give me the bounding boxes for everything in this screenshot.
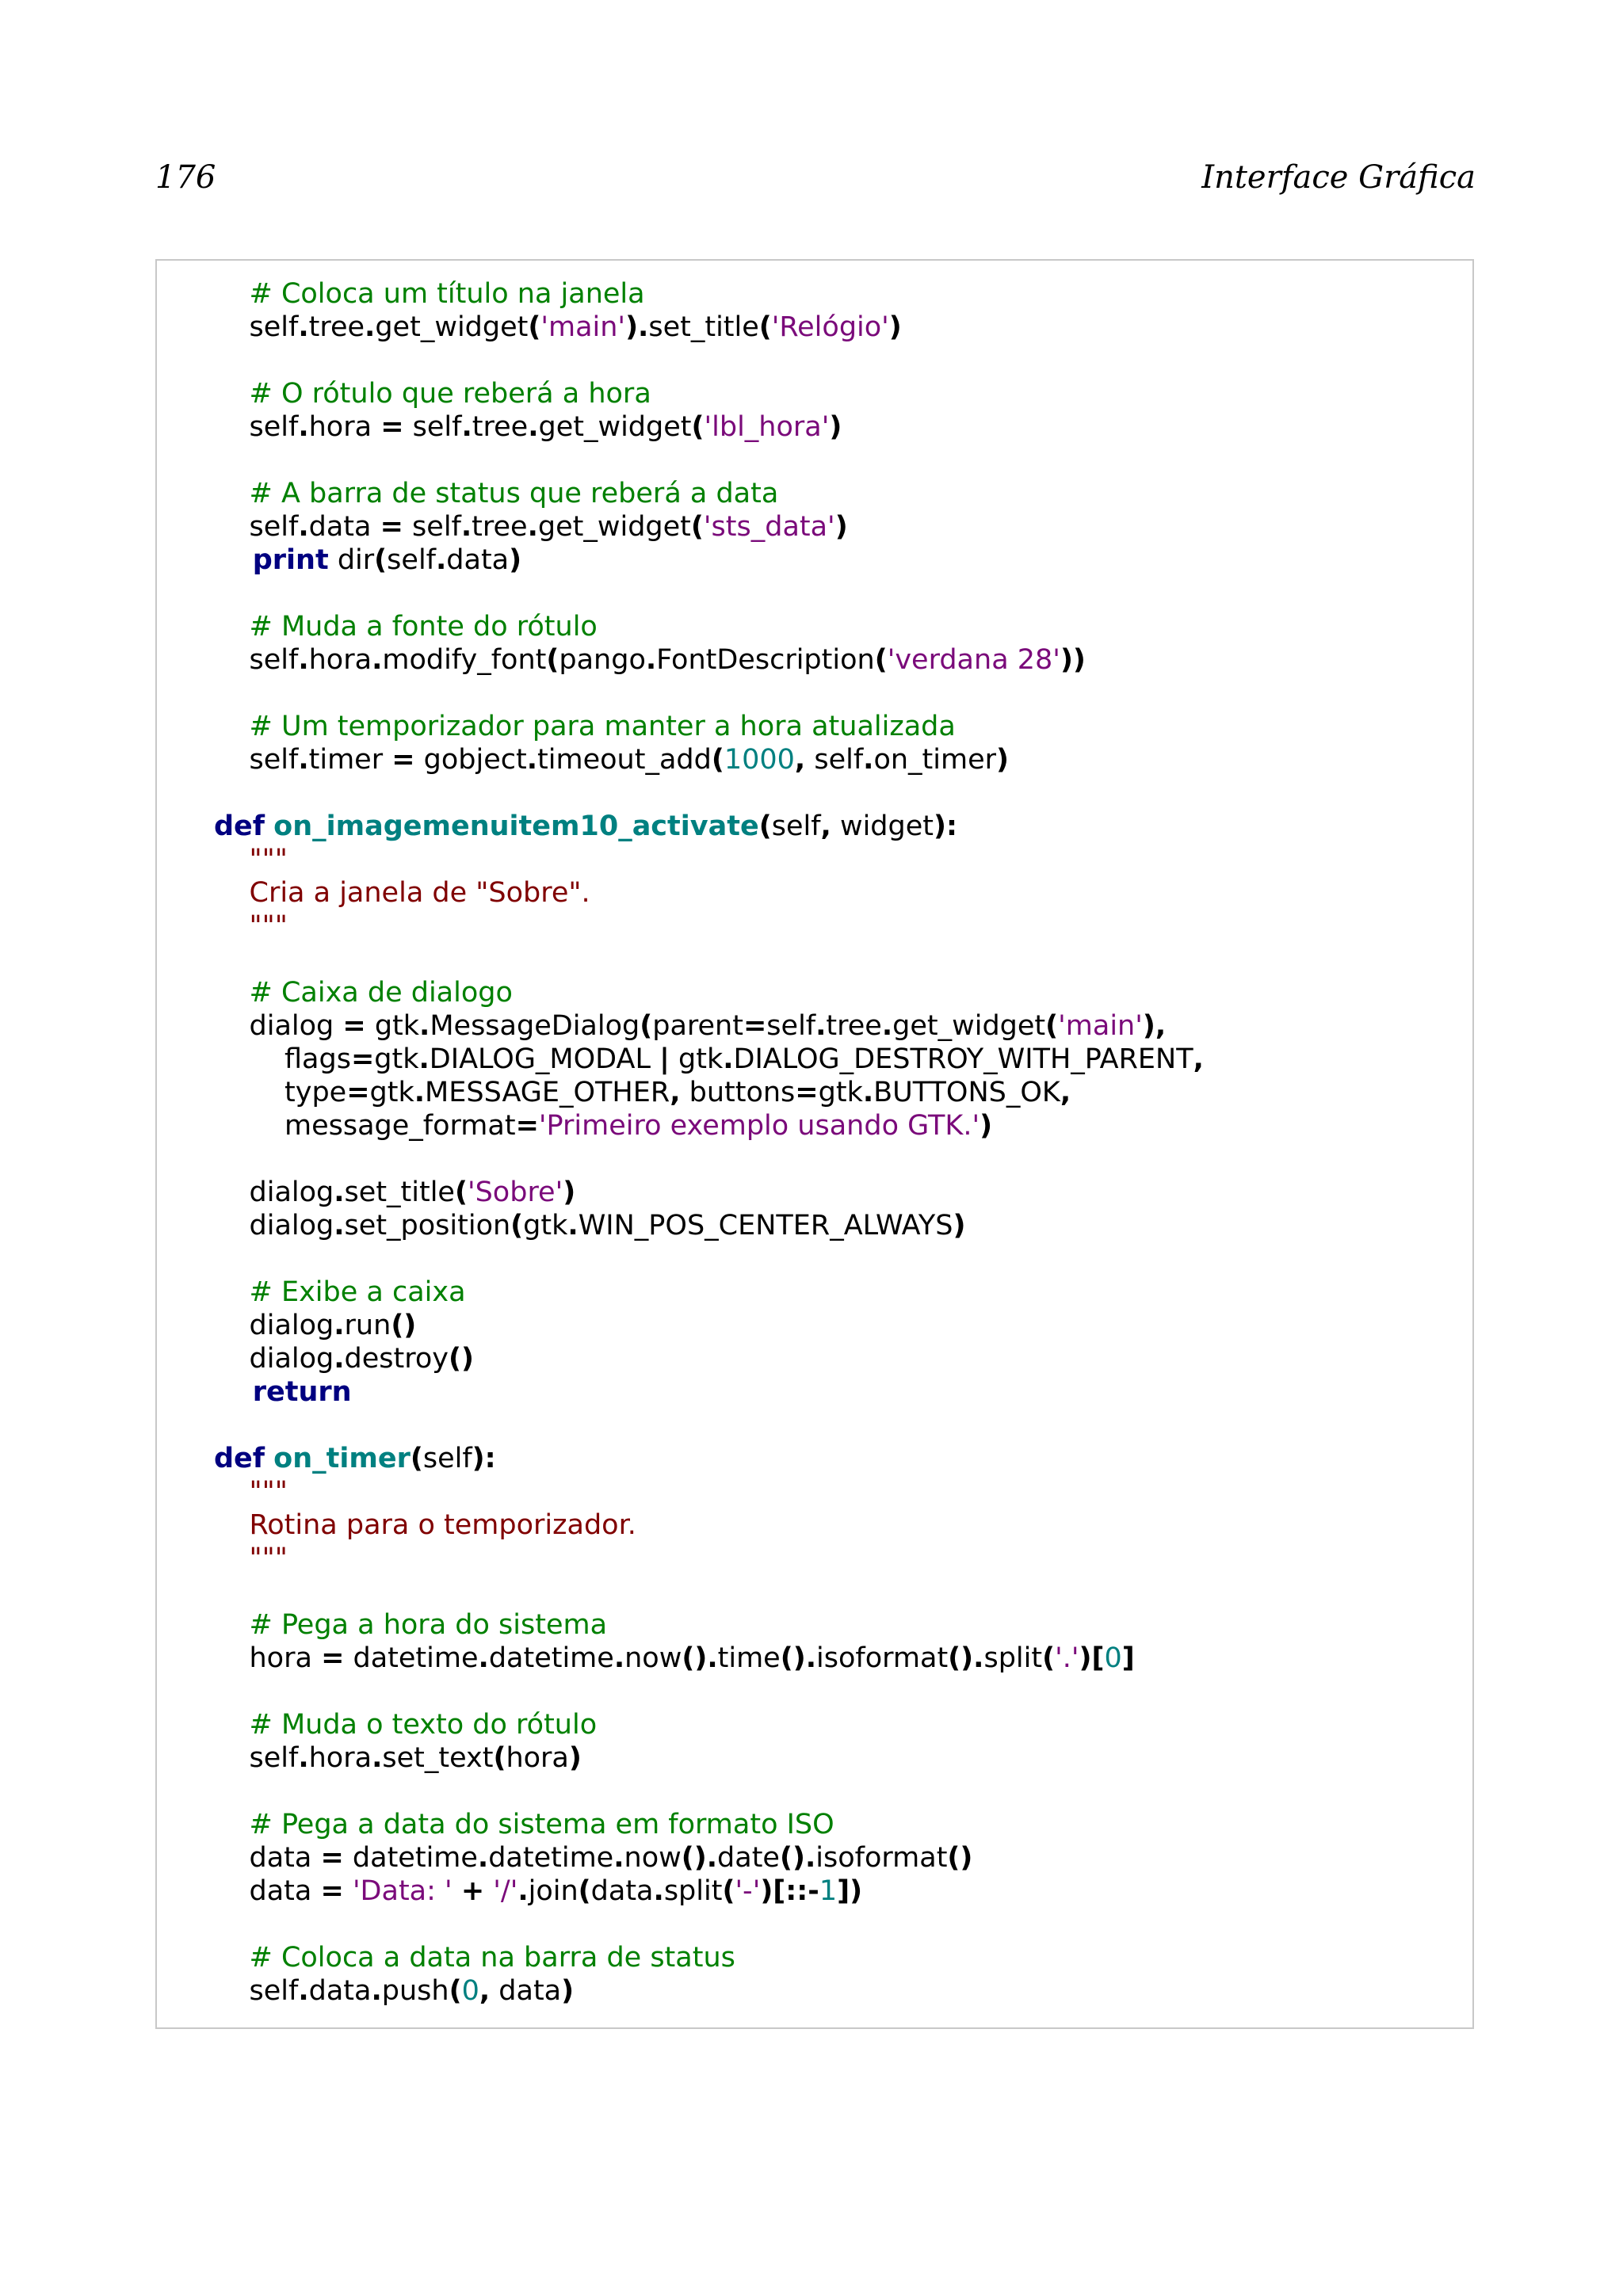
code-token: ) [996,744,1010,776]
code-token: self [771,810,821,842]
code-token: tree [472,411,529,443]
code-token: MESSAGE_OTHER [425,1077,670,1108]
code-token: ( [640,1010,653,1042]
code-token: . [418,1043,430,1075]
code-token: data [214,1842,321,1874]
code-line [214,1741,1204,1775]
code-token: | [659,1043,670,1075]
code-token: ( [528,311,541,343]
code-line [214,1409,1204,1442]
code-token: ( [449,1975,462,2007]
code-line [214,976,1204,1009]
code-token: self [805,744,864,776]
code-token: . [334,1310,345,1341]
code-token: ) [980,1110,993,1142]
code-token: ( [454,1177,468,1208]
code-token: get_widget [537,511,691,543]
code-token: join [528,1875,579,1907]
code-token: 'Primeiro exemplo usando GTK.' [538,1110,980,1142]
code-line [214,1642,1204,1675]
code-token: """ [214,1476,288,1508]
code-line [214,543,1204,577]
code-token: ]) [837,1875,863,1907]
code-token: set_position [344,1210,511,1241]
code-token: self [214,644,299,676]
code-token: MessageDialog [430,1010,640,1042]
code-token: = [346,1077,370,1108]
code-token: . [460,511,472,543]
code-line [214,1209,1204,1242]
code-token: ( [410,1443,423,1474]
code-token: . [298,1975,309,2007]
code-token [484,1875,493,1907]
code-token: timeout_add [537,744,712,776]
code-token: hora [308,411,381,443]
code-token: . [298,311,309,343]
code-token [265,1443,273,1474]
code-token: ( [1045,1010,1059,1042]
code-token: . [613,1642,625,1674]
code-token: , [1060,1077,1071,1108]
code-token: ) [953,1210,966,1241]
code-token: now [624,1642,682,1674]
code-token: . [298,644,309,676]
code-token: push [381,1975,449,2007]
code-token: = [380,411,404,443]
code-line [214,1442,1204,1475]
code-token: = [321,1642,345,1674]
code-token: get_widget [892,1010,1046,1042]
code-token: self [214,311,299,343]
code-token: . [477,1842,489,1874]
code-line [214,1974,1204,2008]
code-line [214,1076,1204,1109]
code-token: , [1193,1043,1204,1075]
code-token: """ [214,1543,288,1574]
code-token: # Pega a hora do sistema [214,1609,608,1641]
code-token: pango [559,644,646,676]
code-token: # Caixa de dialogo [214,977,513,1009]
code-token: FontDescription [656,644,875,676]
code-token: . [298,411,309,443]
code-line [214,677,1204,710]
code-token: dialog [214,1343,334,1375]
code-token: 'Sobre' [467,1177,563,1208]
code-token: def [214,1443,265,1474]
code-token: (). [682,1642,718,1674]
code-line [214,1708,1204,1741]
code-token: . [862,1077,874,1108]
code-token: . [334,1343,345,1375]
code-token: data [590,1875,654,1907]
code-token: . [371,1975,382,2007]
code-token: . [527,511,538,543]
code-token: )[::- [760,1875,819,1907]
code-token: 0 [461,1975,479,2007]
code-token: gtk [374,1043,419,1075]
code-token: split [663,1875,723,1907]
code-token: tree [826,1010,882,1042]
code-token: . [334,1177,345,1208]
code-line [214,344,1204,377]
code-token: self [214,511,299,543]
code-token: ): [934,810,957,842]
code-token: self [214,1742,299,1774]
code-token: gtk [369,1077,414,1108]
code-line [214,377,1204,410]
code-token: datetime [344,1642,479,1674]
code-token: ) [834,511,848,543]
code-line [214,1242,1204,1276]
code-token: destroy [344,1343,449,1375]
code-token: . [478,1642,489,1674]
code-token: 'sts_data' [703,511,835,543]
code-token: () [391,1310,417,1341]
code-line [214,410,1204,444]
code-token: set_title [648,311,759,343]
code-line [214,1043,1204,1076]
code-line [214,743,1204,776]
code-token: datetime [488,1642,614,1674]
code-token: # Pega a data do sistema em formato ISO [214,1809,834,1840]
code-token: gtk [365,1010,420,1042]
code-token: . [419,1010,430,1042]
code-listing [214,277,1204,2008]
code-token: 1 [819,1875,838,1907]
code-token: . [613,1842,624,1874]
code-line [214,1375,1204,1409]
code-token: . [881,1010,893,1042]
code-line [214,1342,1204,1375]
code-token: 'Relógio' [771,311,889,343]
code-token: datetime [343,1842,478,1874]
code-token: hora [506,1742,569,1774]
code-token: hora [308,1742,372,1774]
code-token: isoformat [816,1642,949,1674]
code-token: . [298,1742,309,1774]
code-token: flags [214,1043,351,1075]
code-token: self [214,744,299,776]
code-token: parent [652,1010,743,1042]
code-token: . [653,1875,664,1907]
code-token: # Coloca um título na janela [214,278,645,310]
code-token: = [350,1043,375,1075]
code-token: ( [758,810,772,842]
code-token: data [490,1975,562,2007]
code-line [214,510,1204,543]
code-line [214,311,1204,344]
code-token: = [743,1010,767,1042]
code-token: # Um temporizador para manter a hora atualizada [214,711,956,742]
code-token: split [983,1642,1043,1674]
code-line [214,1608,1204,1642]
code-line [214,1276,1204,1309]
code-token: . [372,1742,383,1774]
code-token: modify_font [382,644,547,676]
code-token: # Muda o texto do rótulo [214,1709,598,1741]
code-token: ), [1142,1010,1167,1042]
code-token: hora [308,644,372,676]
code-token: '/' [493,1875,518,1907]
code-token: """ [214,844,288,875]
code-token: run [344,1310,391,1341]
code-token: . [528,411,539,443]
code-token: . [436,544,447,576]
code-token: , [670,1077,681,1108]
code-token: on_timer [273,1443,411,1474]
code-token: 'verdana 28' [887,644,1060,676]
code-line [214,876,1204,910]
code-token: WIN_POS_CENTER_ALWAYS [578,1210,953,1241]
code-token: () [449,1343,475,1375]
code-token: get_widget [375,311,529,343]
code-line [214,776,1204,810]
code-token: tree [308,311,365,343]
code-token: , [479,1975,491,2007]
code-token: Cria a janela de "Sobre". [214,877,590,909]
code-token: = [342,1010,366,1042]
code-line [214,1542,1204,1575]
code-token: ( [722,1875,735,1907]
code-token: 'Data: ' [352,1875,453,1907]
code-token: dialog [214,1310,334,1341]
code-line [214,943,1204,976]
code-token: (). [681,1842,718,1874]
code-line [214,1841,1204,1875]
code-token: """ [214,910,288,942]
code-line [214,610,1204,643]
code-token: # Muda a fonte do rótulo [214,611,598,643]
code-token: message_format [214,1110,516,1142]
code-token: ) [568,1742,582,1774]
code-token: # Exibe a caixa [214,1276,466,1308]
code-token: . [863,744,874,776]
code-line [214,444,1204,477]
code-line [214,1908,1204,1941]
code-token: ( [578,1875,591,1907]
code-token: return [214,1376,352,1408]
code-token: = [380,511,403,543]
code-token: ( [546,644,559,676]
code-token: ) [509,544,522,576]
code-token: (). [780,1642,817,1674]
code-line [214,1941,1204,1974]
code-token: , [820,810,831,842]
code-token: self [403,411,462,443]
code-token: (). [779,1842,816,1874]
code-token: hora [214,1642,322,1674]
code-token: 0 [1104,1642,1122,1674]
code-token: ) [561,1975,575,2007]
code-token: = [320,1842,344,1874]
code-token: '.' [1055,1642,1079,1674]
code-token: buttons [680,1077,796,1108]
code-token: isoformat [815,1842,948,1874]
code-token: set_title [344,1177,455,1208]
code-token: . [334,1210,345,1241]
code-line [214,1508,1204,1542]
section-title: Interface Gráfica [1201,159,1476,196]
code-token: ): [472,1443,496,1474]
code-line [214,1142,1204,1176]
code-token: ( [690,511,704,543]
code-token: () [947,1842,973,1874]
code-line [214,1675,1204,1708]
code-token: on_timer [873,744,997,776]
code-token: dialog [214,1010,343,1042]
code-token: ( [711,744,724,776]
code-token: . [298,511,309,543]
code-token: self [387,544,436,576]
code-token: 'main' [1058,1010,1143,1042]
code-line [214,843,1204,876]
code-line [214,1109,1204,1142]
page-number: 176 [155,159,216,196]
code-line [214,1875,1204,1908]
code-token: . [526,744,538,776]
code-token: dir [328,544,375,576]
code-token: time [717,1642,781,1674]
code-token: gtk [818,1077,863,1108]
code-token: date [717,1842,780,1874]
code-token: . [645,644,657,676]
code-token: now [624,1842,682,1874]
code-token: , [794,744,806,776]
code-token: self [422,1443,472,1474]
code-line [214,1475,1204,1508]
code-token: . [517,1875,529,1907]
code-token: ) [888,311,902,343]
code-token: = [515,1110,539,1142]
code-token [265,810,273,842]
code-token: tree [472,511,528,543]
code-line [214,1575,1204,1608]
code-token: data [214,1875,321,1907]
code-line [214,643,1204,677]
code-token: ( [1042,1642,1056,1674]
code-token: BUTTONS_OK [873,1077,1060,1108]
code-token [344,1875,353,1907]
code-token: self [214,411,299,443]
code-line [214,710,1204,743]
code-token: (). [948,1642,984,1674]
code-line [214,1775,1204,1808]
code-token: # O rótulo que reberá a hora [214,378,651,410]
code-token: ) [563,1177,576,1208]
code-line [214,1176,1204,1209]
code-token: . [298,744,309,776]
code-token: data [308,1975,372,2007]
code-token: ). [625,311,649,343]
code-token: gtk [523,1210,568,1241]
code-token: . [815,1010,827,1042]
code-token: self [214,1975,299,2007]
code-line [214,477,1204,510]
code-line [214,277,1204,311]
code-token: ( [758,311,772,343]
code-token: ( [493,1742,506,1774]
code-line [214,810,1204,843]
code-token: Rotina para o temporizador. [214,1509,636,1541]
code-line [214,910,1204,943]
code-token: ( [374,544,388,576]
code-token: get_widget [538,411,692,443]
code-token: timer [308,744,392,776]
code-token: + [460,1875,485,1907]
code-token: dialog [214,1210,334,1241]
code-token: data [446,544,510,576]
code-token: . [723,1043,734,1075]
code-token: ( [510,1210,524,1241]
code-token: widget [831,810,934,842]
code-line [214,1009,1204,1043]
code-token: . [365,311,376,343]
code-token: set_text [382,1742,494,1774]
code-token: on_imagemenuitem10_activate [273,810,759,842]
code-token: ] [1121,1642,1135,1674]
code-token: ( [691,411,705,443]
code-token: datetime [488,1842,614,1874]
code-line [214,1309,1204,1342]
code-token: print [214,544,329,576]
code-token: gtk [669,1043,724,1075]
code-token: 1000 [724,744,795,776]
code-token: # A barra de status que reberá a data [214,478,779,509]
code-token: = [320,1875,344,1907]
code-token: DIALOG_MODAL [429,1043,660,1075]
code-token: 'main' [540,311,626,343]
code-line [214,1808,1204,1841]
code-token: self [403,511,461,543]
code-line [214,577,1204,610]
code-token: gobject [414,744,527,776]
code-token: type [214,1077,347,1108]
code-token: . [414,1077,426,1108]
code-token: ) [829,411,842,443]
code-token: dialog [214,1177,334,1208]
code-token: '-' [735,1875,761,1907]
code-token: . [461,411,472,443]
code-token: data [308,511,380,543]
code-token: 'lbl_hora' [704,411,830,443]
code-token: )[ [1079,1642,1105,1674]
code-token [453,1875,461,1907]
code-token: def [214,810,265,842]
code-token: = [391,744,415,776]
code-token: . [372,644,383,676]
code-token: = [795,1077,819,1108]
code-token: # Coloca a data na barra de status [214,1942,735,1974]
code-token: )) [1060,644,1086,676]
code-token: . [567,1210,579,1241]
code-token: ( [874,644,888,676]
code-token: self [766,1010,816,1042]
code-token: DIALOG_DESTROY_WITH_PARENT [733,1043,1193,1075]
